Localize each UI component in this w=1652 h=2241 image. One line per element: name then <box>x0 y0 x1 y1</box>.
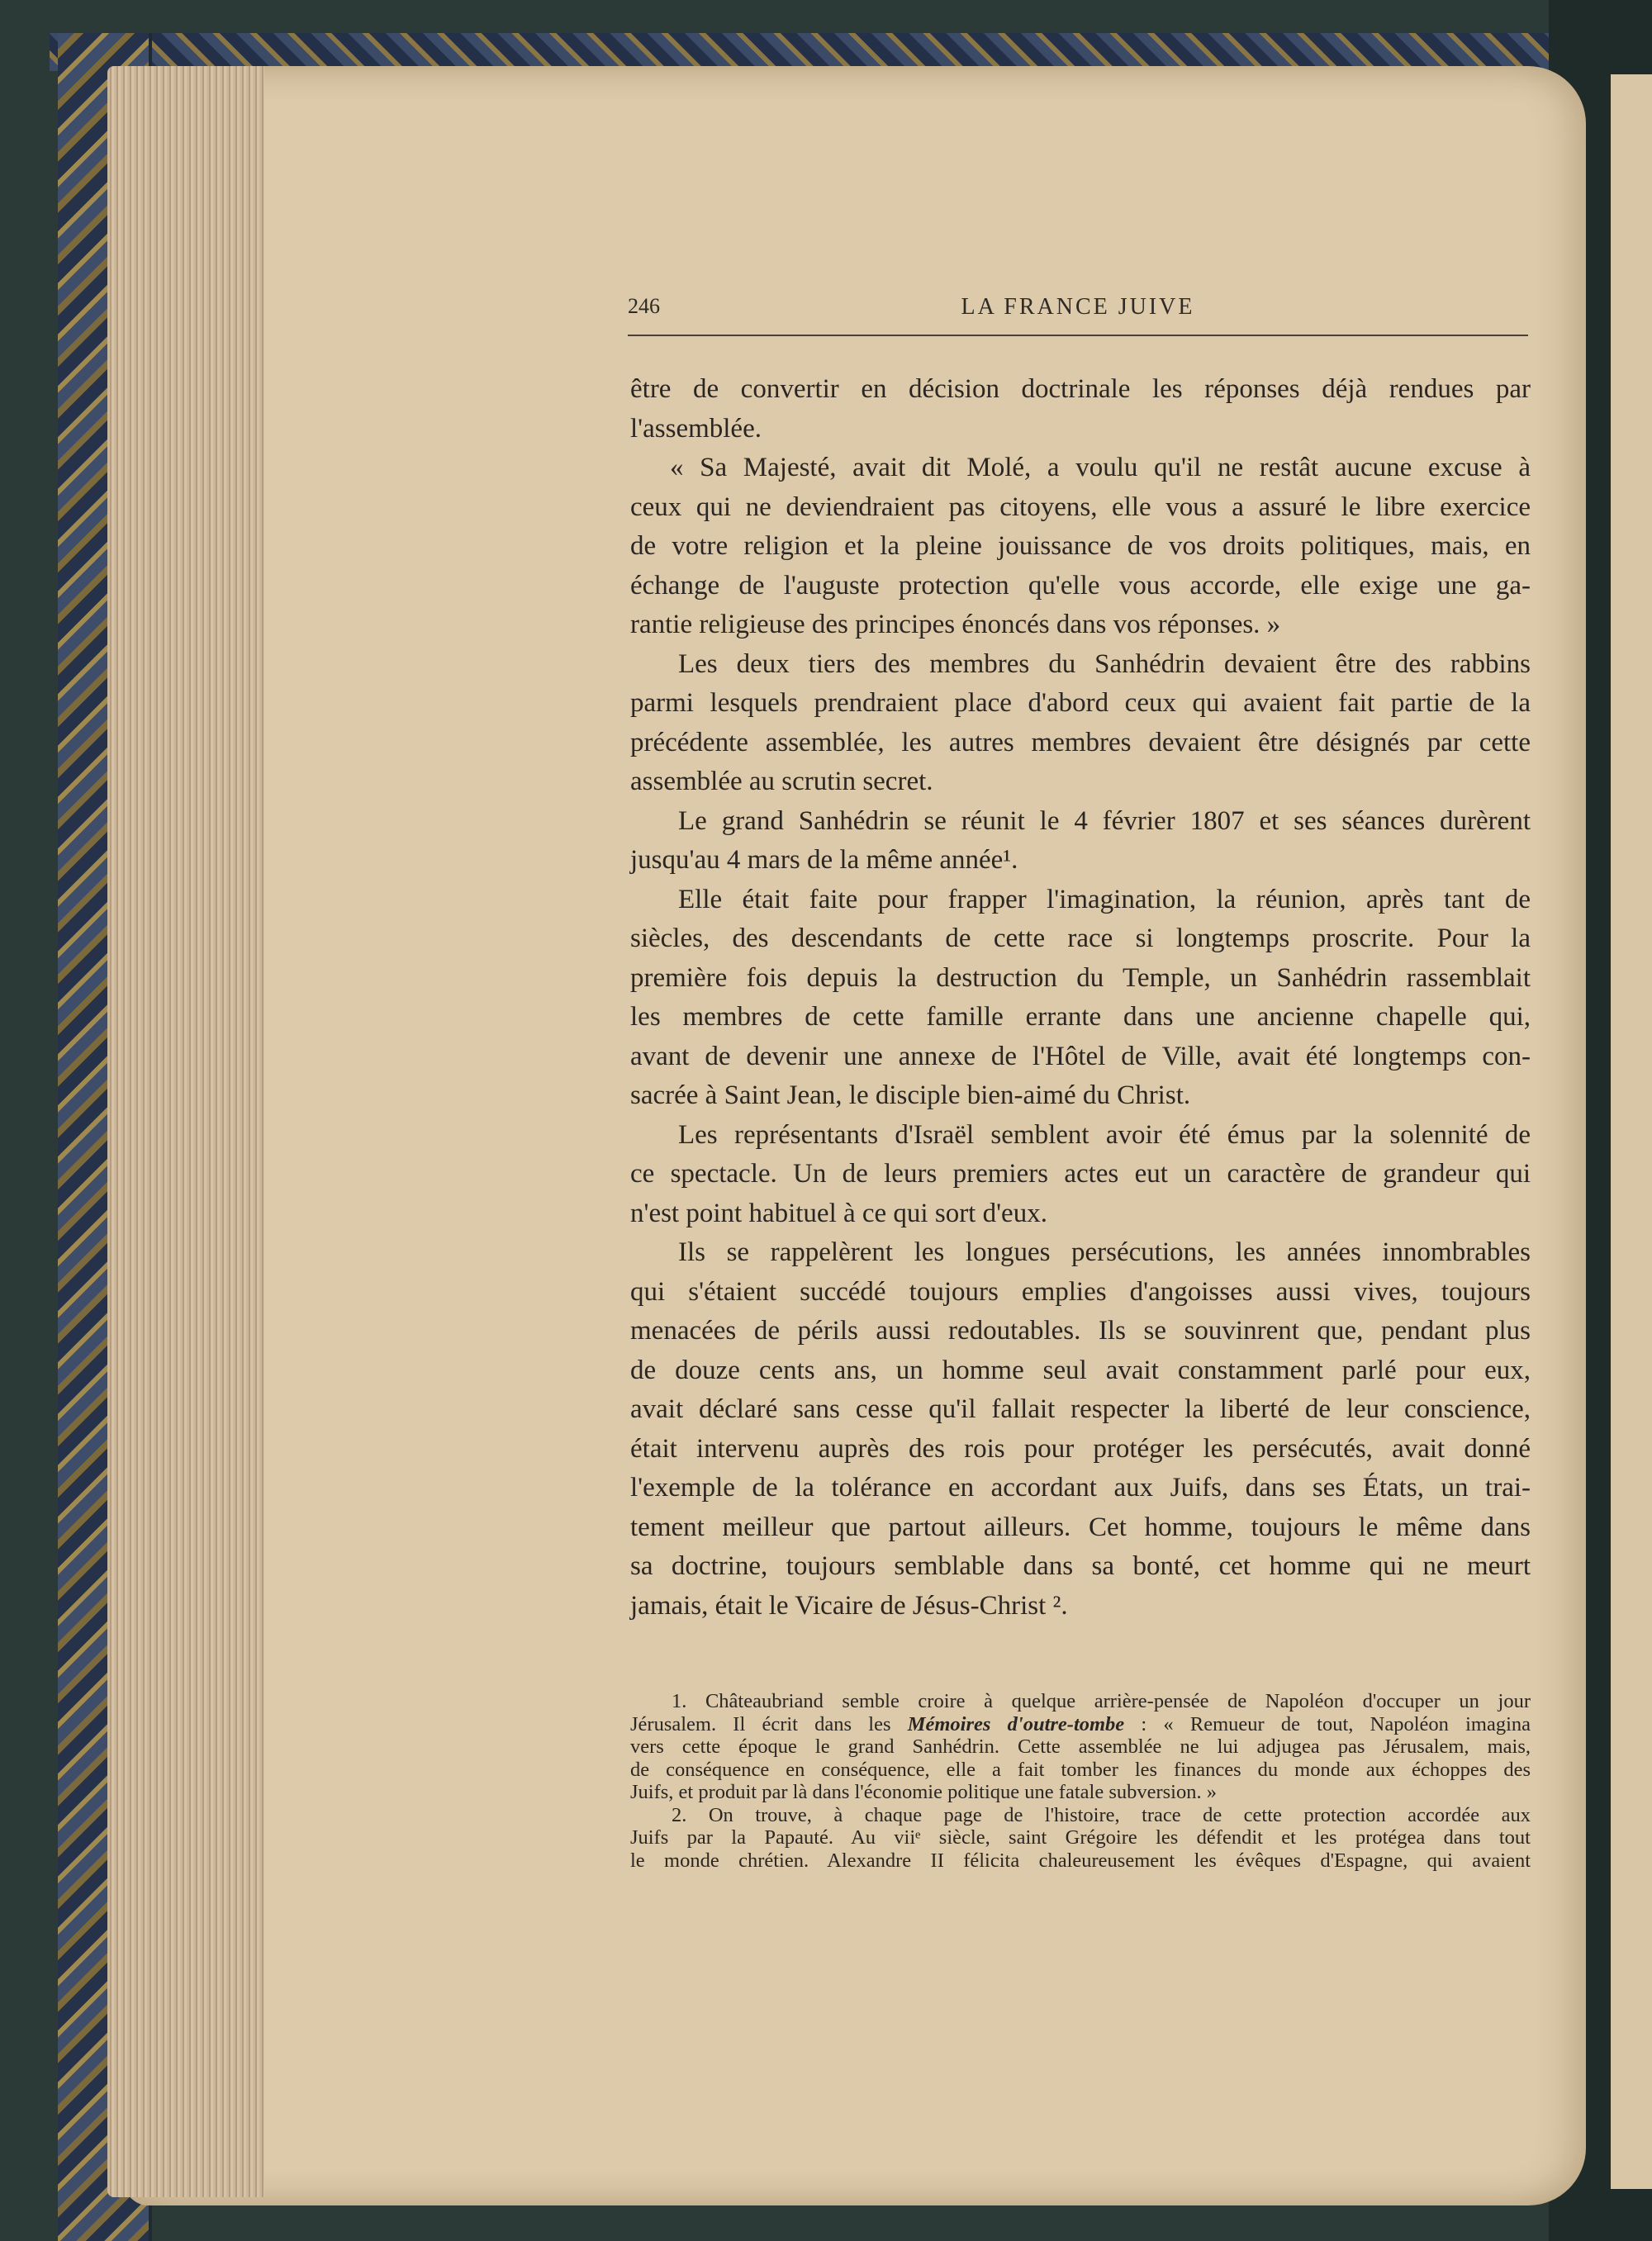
running-title: LA FRANCE JUIVE <box>961 294 1195 320</box>
text-line: de votre religion et la pleine jouissance de vos droits politiques, mais, en <box>630 531 1531 561</box>
text-line: Le grand Sanhédrin se réunit le 4 février 1807 et ses séances durèrent <box>678 805 1531 836</box>
text-line: rantie religieuse des principes énoncés dans vos réponses. » <box>630 610 1281 639</box>
text-line: siècles, des descendants de cette race si longtemps proscrite. Pour la <box>630 923 1531 953</box>
text-line: sa doctrine, toujours semblable dans sa bonté, cet homme qui ne meurt <box>630 1551 1531 1581</box>
text-line: Les deux tiers des membres du Sanhédrin devaient être des rabbins <box>678 648 1531 679</box>
text-line: menacées de périls aussi redoutables. Ils se souvinrent que, pendant plus <box>630 1316 1531 1346</box>
text-line: ce spectacle. Un de leurs premiers actes eut un caractère de grandeur qui <box>630 1159 1531 1189</box>
text-line: avant de devenir une annexe de l'Hôtel de Ville, avait été longtemps con- <box>630 1041 1531 1071</box>
footnote-line: vers cette époque le grand Sanhédrin. Cette assemblée ne lui adjugea pas Jérusalem, mais, <box>630 1735 1531 1758</box>
text-line: jusqu'au 4 mars de la même année¹. <box>630 845 1018 875</box>
footnote-line: 2. On trouve, à chaque page de l'histoire, trace de cette protection accordée aux <box>672 1803 1531 1826</box>
text-line: qui s'étaient succédé toujours emplies d'angoisses aussi vives, toujours <box>630 1276 1531 1307</box>
header-rule <box>628 335 1528 336</box>
text-line: Elle était faite pour frapper l'imagination, la réunion, après tant de <box>678 884 1531 914</box>
body-text <box>630 370 1531 1626</box>
footnote-text: Jérusalem. Il écrit dans les <box>630 1712 908 1735</box>
text-line: sacrée à Saint Jean, le disciple bien-aimé du Christ. <box>630 1080 1191 1110</box>
text-line: être de convertir en décision doctrinale les réponses déjà rendues par <box>630 374 1531 404</box>
text-line: jamais, était le Vicaire de Jésus-Christ ². <box>630 1590 1068 1621</box>
text-line: parmi lesquels prendraient place d'abord ceux qui avaient fait partie de la <box>630 688 1531 718</box>
footnotes <box>630 1690 1531 1872</box>
text-line: Les représentants d'Israël semblent avoir été émus par la solennité de <box>678 1119 1531 1150</box>
text-line: les membres de cette famille errante dans une ancienne chapelle qui, <box>630 1002 1531 1032</box>
page-header <box>628 289 1528 325</box>
footnote-line <box>630 1713 1531 1736</box>
text-line: l'exemple de la tolérance en accordant aux Juifs, dans ses États, un trai- <box>630 1473 1531 1503</box>
footnote-line: 1. Châteaubriand semble croire à quelque arrière-pensée de Napoléon d'occuper un jour <box>672 1690 1531 1712</box>
text-line: assemblée au scrutin secret. <box>630 767 933 796</box>
text-line: Ils se rappelèrent les longues persécutions, les années innombrables <box>678 1237 1531 1267</box>
footnote-line: Juifs par la Papauté. Au viiᵉ siècle, saint Grégoire les défendit et les protégea dans tout <box>630 1826 1531 1849</box>
footnote-line: le monde chrétien. Alexandre II félicita chaleureusement les évêques d'Espagne, qui avaient <box>630 1849 1531 1872</box>
text-line: ceux qui ne deviendraient pas citoyens, elle vous a assuré le libre exercice <box>630 491 1531 522</box>
footnote-text: : « Remueur de tout, Napoléon imagina <box>1124 1712 1531 1735</box>
book-title: Mémoires d'outre-tombe <box>907 1712 1125 1735</box>
text-line: n'est point habituel à ce qui sort d'eux. <box>630 1198 1047 1228</box>
text-line: « Sa Majesté, avait dit Molé, a voulu qu'il ne restât aucune excuse à <box>670 453 1531 482</box>
text-line: de douze cents ans, un homme seul avait constamment parlé pour eux, <box>630 1355 1531 1385</box>
text-line: première fois depuis la destruction du Temple, un Sanhédrin rassemblait <box>630 962 1531 993</box>
text-line: précédente assemblée, les autres membres devaient être désignés par cette <box>630 727 1531 757</box>
text-line: tement meilleur que partout ailleurs. Cet homme, toujours le même dans <box>630 1512 1531 1542</box>
text-line: avait déclaré sans cesse qu'il fallait respecter la liberté de leur conscience, <box>630 1394 1531 1424</box>
facing-page-edge <box>1611 74 1652 2189</box>
page-number: 246 <box>628 294 660 318</box>
text-line: était intervenu auprès des rois pour protéger les persécutés, avait donné <box>630 1433 1531 1464</box>
page-stack-edge <box>107 66 264 2197</box>
text-line: l'assemblée. <box>630 413 762 444</box>
footnote-line: Juifs, et produit par là dans l'économie politique une fatale subversion. » <box>630 1781 1217 1803</box>
text-line: échange de l'auguste protection qu'elle vous accorde, elle exige une ga- <box>630 570 1531 601</box>
footnote-line: de conséquence en conséquence, elle a fait tomber les finances du monde aux échoppes des <box>630 1758 1531 1781</box>
